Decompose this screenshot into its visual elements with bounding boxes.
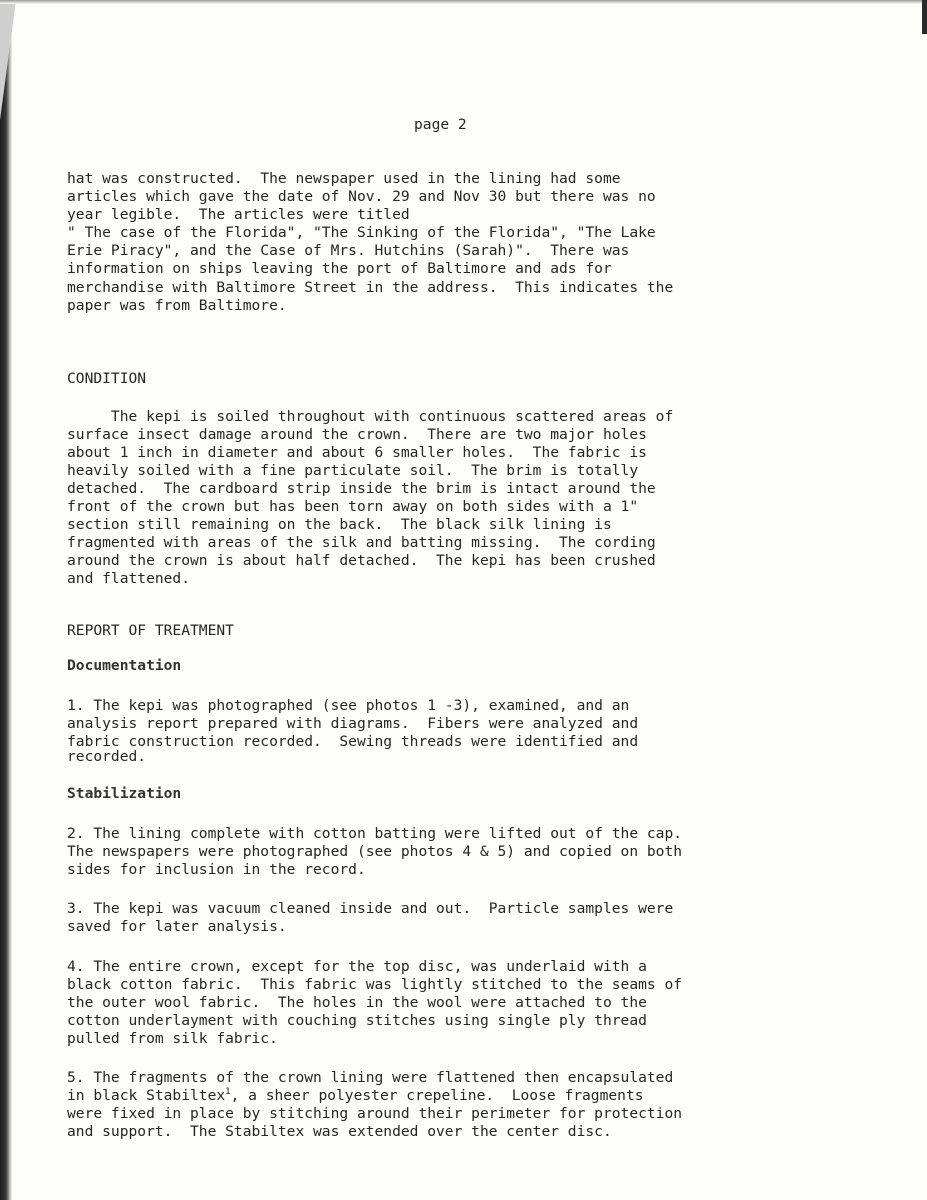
text-line: sides for inclusion in the record. — [67, 861, 366, 878]
text-line: detached. The cardboard strip inside the brim is intact around the — [67, 480, 656, 497]
text-line: " The case of the Florida", "The Sinking of the Florida", "The Lake — [67, 224, 656, 241]
text-line: recorded. — [67, 748, 147, 765]
text-line: hat was constructed. The newspaper used in the lining had some — [67, 170, 621, 187]
text-line: The newspapers were photographed (see photos 4 & 5) and copied on both — [67, 843, 683, 860]
text-line: 5. The fragments of the crown lining were flattened then encapsulated — [67, 1069, 674, 1086]
documentation-heading: Documentation — [67, 657, 182, 674]
text-line: year legible. The articles were titled — [67, 206, 410, 223]
text-line: heavily soiled with a fine particulate soil. The brim is totally — [67, 462, 639, 479]
text-line: section still remaining on the back. The black silk lining is — [67, 516, 612, 533]
text-line: The kepi is soiled throughout with continuous scattered areas of — [67, 408, 674, 425]
text-segment: in black Stabiltex — [67, 1087, 226, 1104]
text-line: about 1 inch in diameter and about 6 smaller holes. The fabric is — [67, 444, 647, 461]
text-line: black cotton fabric. This fabric was lightly stitched to the seams of — [67, 976, 683, 993]
text-line: information on ships leaving the port of Baltimore and ads for — [67, 260, 612, 277]
text-line: 1. The kepi was photographed (see photos 1 -3), examined, and an — [67, 697, 630, 714]
page-number: page 2 — [414, 116, 467, 133]
stabilization-heading: Stabilization — [67, 785, 182, 802]
text-line: fabric construction recorded. Sewing threads were identified and — [67, 733, 639, 750]
text-segment: , a sheer polyester crepeline. Loose fragments — [230, 1087, 644, 1104]
text-line: and support. The Stabiltex was extended over the center disc. — [67, 1123, 612, 1140]
text-line-with-footnote — [67, 1087, 644, 1105]
text-line: surface insect damage around the crown. There are two major holes — [67, 426, 647, 443]
text-line: 2. The lining complete with cotton batting were lifted out of the cap. — [67, 825, 683, 842]
text-line: pulled from silk fabric. — [67, 1030, 278, 1047]
text-line: around the crown is about half detached. The kepi has been crushed — [67, 552, 656, 569]
text-line: and flattened. — [67, 570, 191, 587]
text-line: Erie Piracy", and the Case of Mrs. Hutchins (Sarah)". There was — [67, 242, 630, 259]
text-line: merchandise with Baltimore Street in the address. This indicates the — [67, 279, 674, 296]
text-line: were fixed in place by stitching around their perimeter for protection — [67, 1105, 683, 1122]
text-line: cotton underlayment with couching stitches using single ply thread — [67, 1012, 647, 1029]
text-line: front of the crown but has been torn away on both sides with a 1" — [67, 498, 639, 515]
text-line: articles which gave the date of Nov. 29 and Nov 30 but there was no — [67, 188, 656, 205]
text-line: paper was from Baltimore. — [67, 297, 287, 314]
condition-heading: CONDITION — [67, 370, 147, 387]
text-line: 4. The entire crown, except for the top disc, was underlaid with a — [67, 958, 647, 975]
text-line: 3. The kepi was vacuum cleaned inside and out. Particle samples were — [67, 900, 674, 917]
text-line: fragmented with areas of the silk and batting missing. The cording — [67, 534, 656, 551]
text-line: the outer wool fabric. The holes in the wool were attached to the — [67, 994, 647, 1011]
footnote-marker: 1 — [225, 1087, 231, 1097]
text-line: analysis report prepared with diagrams. Fibers were analyzed and — [67, 715, 639, 732]
report-heading: REPORT OF TREATMENT — [67, 622, 234, 639]
text-line: saved for later analysis. — [67, 918, 287, 935]
